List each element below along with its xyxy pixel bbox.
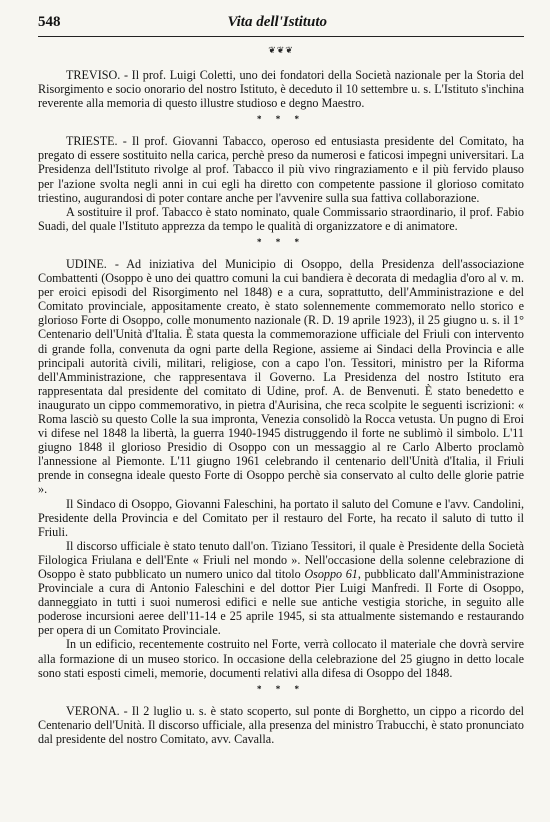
paragraph-text: , pubblicato dall'Amministrazione Provinciale a cura di Antonio Faleschini e del dottor Pier Luigi Manfredi. Il Forte di Osoppo, danneggiato in tutti i suoi numerosi edifici e nelle sue antiche vestigia storiche, in seguito alle poderose incursioni aeree dell'11-14 e 25 aprile 1945, si sta attualmente sistemando e restaurando per opera di un Comitato Provinciale.: [38, 567, 524, 638]
separator: * * *: [257, 114, 305, 125]
separator: * * *: [257, 683, 305, 694]
paragraph-text: - Il prof. Giovanni Tabacco, operoso ed entusiasta presidente del Comitato, ha pregato di essere sostituito nella carica, perchè preso da numerosi e faticosi impegni universitari. La Presidenza dell'Istituto rivolge al prof. Tabacco il più vivo ringraziamento e il più fervido plauso per l'azione svolta negli anni in cui egli ha diretto con competente passione il glorioso comitato triestino, augurandosi di poter contare anche per l'avvenire sulla sua fattiva collaborazione.: [38, 134, 524, 205]
paragraph-text: - Il 2 luglio u. s. è stato scoperto, sul ponte di Borghetto, un cippo a ricordo del Centenario dell'Unità. Il discorso ufficiale, alla presenza del ministro Trabucchi, è stato pronunciato dal presidente del nostro Comitato, avv. Cavalla.: [38, 703, 524, 746]
paragraph: [38, 134, 524, 204]
paragraph: In un edificio, recentemente costruito nel Forte, verrà collocato il materiale che dovrà servire alla formazione di un museo storico. In occasione della celebrazione del 25 giugno in detto locale sono stati esposti cimeli, memorie, documenti relativi alla difesa di Osoppo del 1848.: [38, 637, 524, 680]
paragraph-text: Il discorso ufficiale è stato tenuto dall'on. Tiziano Tessitori, il quale è Presidente della Società Filologica Friulana e dell'Ente « Friuli nel mondo ». Nell'occasione della solenne celebrazione di Osoppo è stato pubblicato un numero unico dal titolo: [38, 538, 524, 581]
paragraph: [38, 704, 524, 746]
publication-title: Osoppo 61: [304, 567, 358, 581]
paragraph-text: - Ad iniziativa del Municipio di Osoppo, della Presidenza dell'associazione Combattenti (Osoppo è uno dei quattro comuni la cui bandiera è decorata di medaglia d'oro al v. m. per eroici episodi del Risorgimento nel 1848) e a cura, soprattutto, dell'Amministrazione e del Comitato provinciale, appositamente creato, è stato solennemente commemorato nello storico e glorioso Forte di Osoppo, colle monumento nazionale (R. D. 19 aprile 1923), il 25 giugno u. s. il 1° Centenario dell'Unità d'Italia. È stata questa la commemorazione ufficiale del Friuli con intervento di grande folla, convenuta da ogni parte della Regione, assieme ai Sindaci della Provincia e alle principali autorità civili, militari, religiose, con a capo l'on. Tessitori, ministro per la Riforma dell'Amministrazione, che rappresentava il Governo. La Presidenza del nostro Istituto era rappresentata dal presidente del comitato di Udine, prof. A. de Benvenuti. È stato benedetto e inaugurato un cippo commemorativo, in pietra d'Aurisina, che reca scolpite le seguenti iscrizioni: « Roma lasciò su questo Colle la sua impronta, Venezia consolidò la Rocca vetusta. Un pugno di Eroi vi difese nel 1848 la libertà, la guerra 1940-1945 distruggendo il forte ne sublimò il simbolo. L'11 giugno 1848 il glorioso Presidio di Osoppo con un messaggio al re Carlo Alberto proclamò l'annessione al Piemonte. L'11 giugno 1961 celebrando il centenario dell'Unità d'Italia, il Friuli prende in consegna ideale questo Forte di Osoppo perchè sia conservato al culto delle glorie patrie ».: [38, 256, 524, 497]
paragraph-text: - Il prof. Luigi Coletti, uno dei fondatori della Società nazionale per la Storia del Risorgimento e socio onorario del nostro Istituto, è deceduto il 10 settembre u. s. L'Istituto s'inchina reverente alla memoria di questo illustre studioso e degno Maestro.: [38, 68, 524, 111]
section-place: UDINE.: [66, 256, 107, 271]
section-udine: [38, 257, 524, 680]
running-title: Vita dell'Istituto: [227, 14, 328, 30]
paragraph: [38, 539, 524, 638]
separator: * * *: [257, 236, 305, 247]
ornament-icon: ❦❦❦: [268, 45, 294, 55]
section-place: TRIESTE.: [66, 134, 118, 149]
section-treviso: [38, 68, 524, 110]
paragraph: A sostituire il prof. Tabacco è stato nominato, quale Commissario straordinario, il prof. Fabio Suadi, del quale l'Istituto apprezza da tempo le qualità di organizzatore e di animatore.: [38, 204, 524, 233]
page-header: [38, 14, 524, 37]
section-trieste: [38, 134, 524, 233]
paragraph: Il Sindaco di Osoppo, Giovanni Faleschini, ha portato il saluto del Comune e l'avv. Candolini, Presidente della Provincia e del Comitato per il restauro del Forte, ha recato il saluto di tutto il Friuli.: [38, 496, 524, 539]
section-verona: [38, 704, 524, 746]
section-place: TREVISO.: [66, 68, 121, 82]
paragraph: [38, 68, 524, 110]
page-number: 548: [38, 14, 61, 30]
section-place: VERONA.: [66, 703, 120, 718]
paragraph: [38, 257, 524, 497]
